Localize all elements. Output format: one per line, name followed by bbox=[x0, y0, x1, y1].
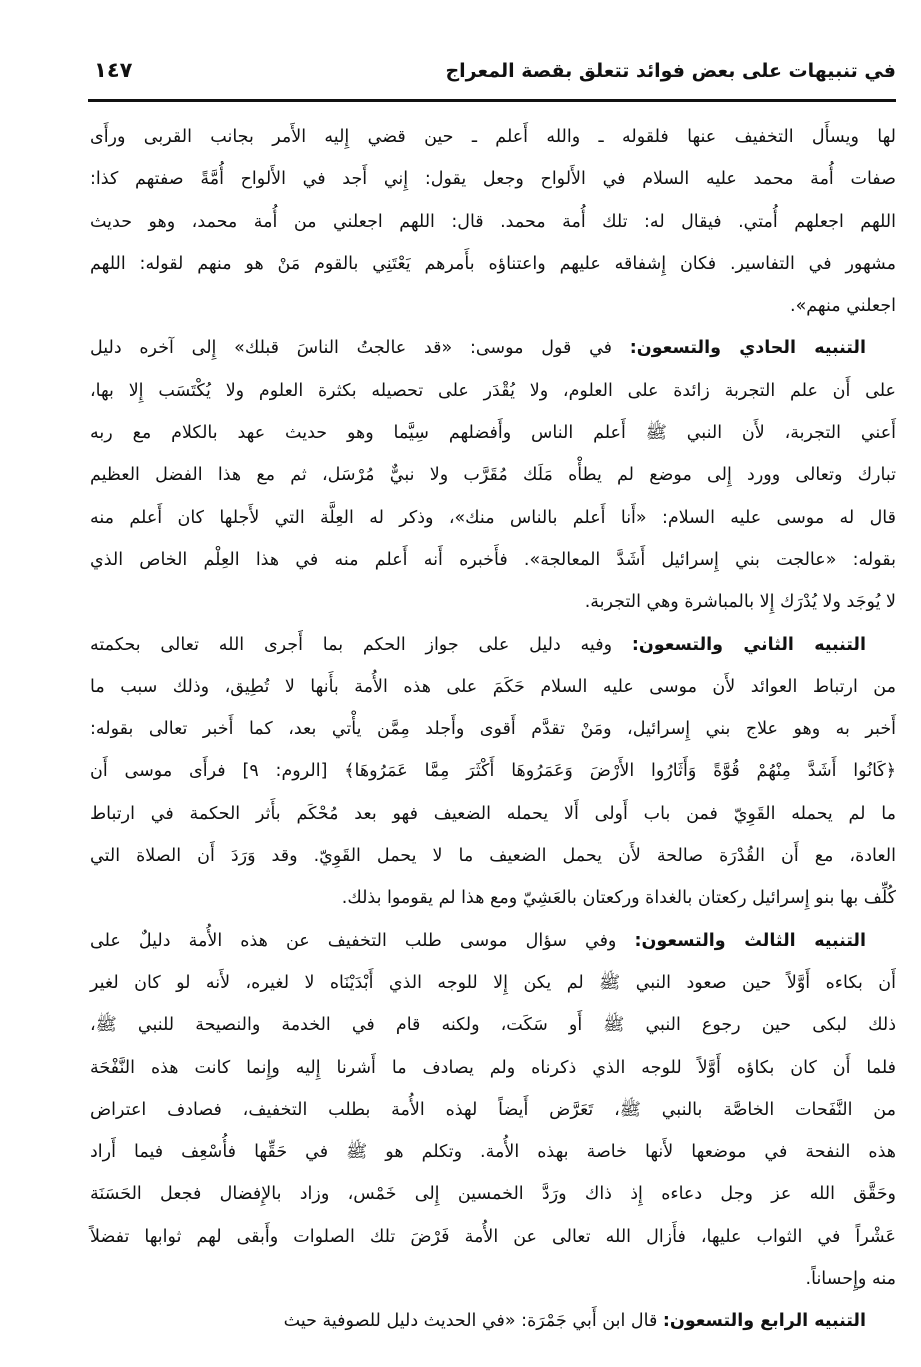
text-line bbox=[90, 920, 896, 962]
section-heading: التنبيه الرابع والتسعون: bbox=[662, 1311, 866, 1332]
line-text: لا يُوجَد ولا يُدْرَك إِلا بالمباشرة وهي التجربة. bbox=[584, 592, 896, 613]
paragraph bbox=[90, 327, 896, 623]
text-line bbox=[90, 243, 896, 285]
line-text: في قول موسى: «قد عالجتُ الناسَ قبلك» إِلى آخره دليل bbox=[90, 338, 630, 359]
text-line bbox=[90, 1089, 896, 1131]
text-line bbox=[90, 624, 896, 666]
text-line bbox=[90, 454, 896, 496]
line-text: أَعني التجربة، لأَن النبي ﷺ أَعلم الناس وأَفضلهم سِيَّما وهو حديث عهد بالكلام مع ربه bbox=[90, 423, 896, 444]
page-number: ١٤٧ bbox=[94, 58, 133, 82]
running-title: في تنبيهات على بعض فوائد تتعلق بقصة المعراج bbox=[445, 60, 896, 82]
line-text: العادة، مع أَن القُدْرَة صالحة لأَن يحمل الضعيف ما لا يحمل القَوِيّ. وقد وَرَدَ أَن الصلاة التي bbox=[90, 846, 896, 867]
text-line bbox=[90, 158, 896, 200]
section-heading: التنبيه الحادي والتسعون: bbox=[629, 338, 866, 359]
text-line bbox=[90, 750, 896, 792]
paragraph bbox=[90, 624, 896, 920]
text-line bbox=[90, 327, 896, 369]
line-text: اللهم اجعلهم أُمتي. فيقال له: تلك أُمة محمد. قال: اللهم اجعلني من أُمة محمد، وهو حديث bbox=[90, 211, 896, 232]
line-text: تبارك وتعالى وورد إِلى موضع لم يطأْه مَلَك مُقَرَّب ولا نبيٌّ مُرْسَل، ثم مع هذا الفضل العظيم bbox=[90, 465, 896, 486]
text-line bbox=[90, 1131, 896, 1173]
line-text: مشهور في التفاسير. فكان إِشفاقه عليهم واعتناؤه بأَمرهم يَعْتَنِي بالقوم مَنْ هو منهم لقوله: اللهم bbox=[90, 253, 896, 274]
text-line bbox=[90, 877, 896, 919]
paragraph bbox=[90, 920, 896, 1301]
text-line bbox=[90, 835, 896, 877]
paragraph bbox=[90, 1300, 896, 1342]
line-text: أَن بكاءه أَوَّلاً حين صعود النبي ﷺ لم يكن إِلا للوجه الذي أَبْدَيْنَاه لا لغيره، لأَنه لو كان لغير bbox=[90, 972, 896, 993]
text-line bbox=[90, 539, 896, 581]
line-text: من النَّفَحات الخاصَّة بالنبي ﷺ، تَعَرَّض أَيضاً لهذه الأُمة بطلب التخفيف، فصادف اعتراض bbox=[90, 1099, 896, 1120]
text-line bbox=[90, 497, 896, 539]
section-heading: التنبيه الثاني والتسعون: bbox=[631, 634, 866, 655]
line-text: فلما أَن كان بكاؤه أَوَّلاً للوجه الذي ذكرناه ولم يصادف ما أَشرنا إِليه وإِنما كانت هذه النَّفْحَة bbox=[90, 1057, 896, 1078]
line-text: وفيه دليل على جواز الحكم بما أَجرى الله تعالى بحكمته bbox=[90, 634, 632, 655]
text-line bbox=[90, 666, 896, 708]
line-text: قال له موسى عليه السلام: «أَنا أَعلم بالناس منك»، وذكر له العِلَّة التي لأَجلها كان أَعلم منه bbox=[90, 507, 896, 528]
text-line bbox=[90, 1258, 896, 1300]
line-text: وفي سؤال موسى طلب التخفيف عن هذه الأُمة دليلٌ على bbox=[90, 930, 635, 951]
text-line bbox=[90, 1216, 896, 1258]
text-line bbox=[90, 581, 896, 623]
text-line bbox=[90, 962, 896, 1004]
text-line bbox=[90, 412, 896, 454]
line-text: قال ابن أَبي جَمْرَة: «في الحديث دليل للصوفية حيث bbox=[283, 1311, 663, 1332]
line-text: ﴿كَانُوا أَشَدَّ مِنْهُمْ قُوَّةً وَأَثَارُوا الأَرْضَ وَعَمَرُوهَا أَكْثَرَ مِمَّا عَمَرُوهَا﴾ [الروم: ٩] فرأَى موسى أَن bbox=[90, 761, 896, 782]
text-line bbox=[90, 708, 896, 750]
line-text: من ارتباط العوائد لأَن موسى عليه السلام حَكَمَ على هذه الأُمة بأَنها لا تُطِيق، وذلك سبب ما bbox=[90, 676, 896, 697]
text-line bbox=[90, 793, 896, 835]
text-line bbox=[90, 1300, 896, 1342]
text-line bbox=[90, 1047, 896, 1089]
line-text: عَشْراً في الثواب عليها، فأَزال الله تعالى عن الأُمة فَرْضَ تلك الصلوات وأَبقى لهم ثوابها تفضلاً bbox=[90, 1226, 896, 1247]
line-text: كُلِّف بها بنو إِسرائيل ركعتان بالغداة وركعتان بالعَشِيّ ومع هذا لم يقوموا بذلك. bbox=[341, 888, 896, 909]
line-text: وحَقَّق الله عز وجل دعاءه إِذ ذاك ورَدَّ الخمسين إِلى خَمْس، وزاد بالإِفضال فجعل الحَسَنَة bbox=[90, 1184, 896, 1205]
page-body bbox=[90, 116, 896, 1343]
line-text: منه وإِحساناً. bbox=[805, 1269, 896, 1290]
text-line bbox=[90, 1004, 896, 1046]
line-text: صفات أُمة محمد عليه السلام في الأَلواح وجعل يقول: إِني أَجد في الأَلواح أُمَّةً صفتهم كذا: bbox=[90, 169, 896, 190]
line-text: ما لم يحمله القَوِيّ فمن باب أَولى أَلا يحمله الضعيف فهو بعد مُحْكَم بأَثر الحكمة في ارتباط bbox=[90, 803, 896, 824]
text-line bbox=[90, 370, 896, 412]
section-heading: التنبيه الثالث والتسعون: bbox=[634, 930, 866, 951]
line-text: على أَن علم التجربة زائدة على العلوم، ولا يُقْدَر على تحصيله بكثرة العلوم ولا يُكْتَسَب إِلا بها، bbox=[90, 380, 896, 401]
text-line bbox=[90, 201, 896, 243]
line-text: ذلك لبكى حين رجوع النبي ﷺ أَو سَكَت، ولكنه قام في الخدمة والنصيحة للنبي ﷺ، bbox=[90, 1015, 896, 1036]
text-line bbox=[90, 116, 896, 158]
line-text: هذه النفحة في موضعها لأَنها خاصة بهذه الأُمة. وتكلم هو ﷺ في حَقِّها فأُسْعِف فيما أَراد bbox=[90, 1142, 896, 1163]
header-rule bbox=[88, 99, 896, 102]
line-text: أَخبر به وهو علاج بني إِسرائيل، ومَنْ تقدَّم أَقوى وأَجلد مِمَّن يأْتي بعد، كما أَخبر تعالى بقوله: bbox=[90, 719, 896, 740]
line-text: اجعلني منهم». bbox=[790, 296, 896, 317]
line-text: لها ويسأَل التخفيف عنها فلقوله ـ والله أَعلم ـ حين قضي إِليه الأَمر بجانب القربى ورأَى bbox=[90, 127, 896, 147]
text-line bbox=[90, 285, 896, 327]
running-header bbox=[88, 58, 896, 94]
text-line bbox=[90, 1173, 896, 1215]
paragraph bbox=[90, 116, 896, 327]
line-text: بقوله: «عالجت بني إِسرائيل أَشَدَّ المعالجة». فأَخبره أَنه أَعلم منه في هذا العِلْم الخاص الذي bbox=[90, 549, 896, 570]
